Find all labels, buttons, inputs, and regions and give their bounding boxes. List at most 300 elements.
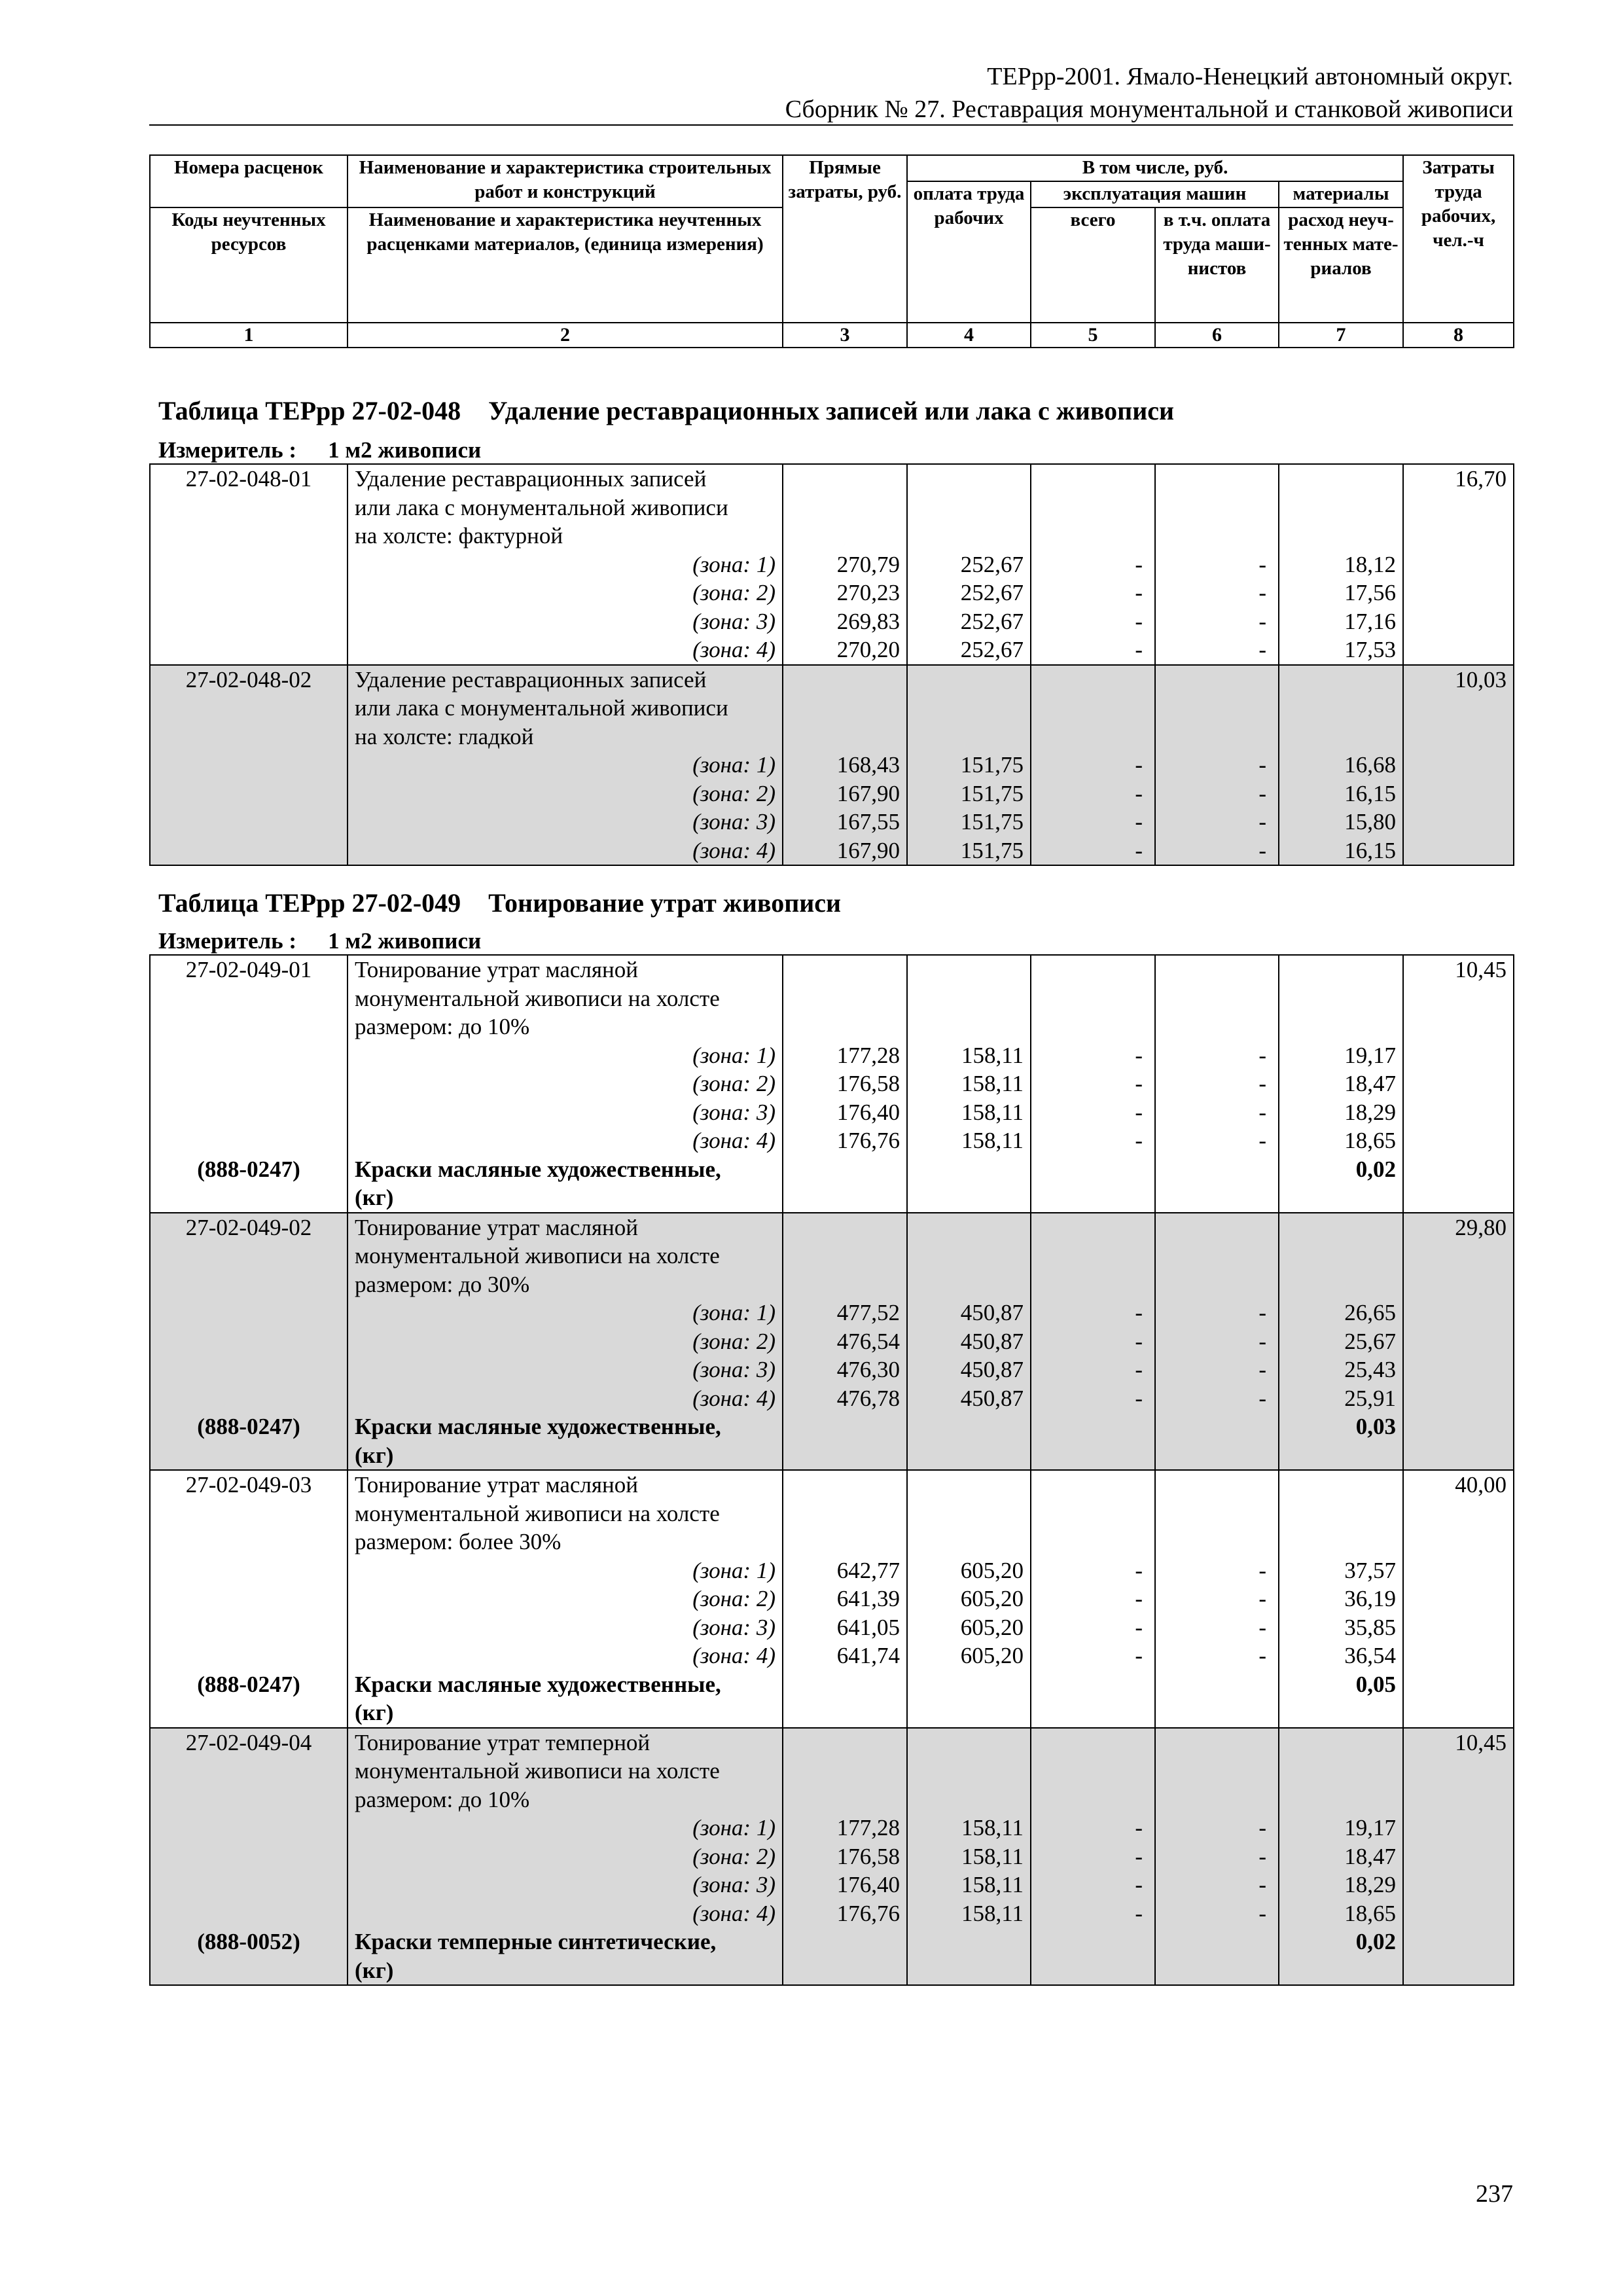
resource-amount: 0,02: [1355, 1156, 1396, 1182]
header-line-1: ТЕРрр-2001. Ямало-Ненецкий автономный округ.: [987, 63, 1513, 90]
materials-value: 16,15: [1344, 780, 1396, 806]
empty-line: [1031, 1270, 1154, 1299]
machines-value: -: [1135, 1099, 1143, 1125]
empty-line: [783, 1499, 906, 1528]
rate-name-line: монументальной живописи на холсте: [355, 1500, 720, 1526]
rate-name-line: монументальной живописи на холсте: [355, 985, 720, 1011]
machines-value: -: [1135, 1328, 1143, 1354]
labor-value: [1404, 723, 1513, 751]
zone-label: (зона: 2): [692, 1328, 776, 1354]
col-machines: эксплуатация машин: [1031, 181, 1279, 207]
rate-row: [150, 1728, 1514, 1986]
direct-costs-value: 176,40: [836, 1872, 900, 1897]
labor-value: [1404, 1013, 1513, 1041]
empty-line: [151, 1327, 347, 1356]
empty-line: [1156, 1928, 1278, 1956]
col-material-consumption: расход неуч-тенных мате-риалов: [1279, 207, 1403, 323]
zone-label: (зона: 2): [692, 1586, 776, 1611]
machinist-wages-value: -: [1258, 1643, 1266, 1668]
col-number: 7: [1279, 323, 1403, 348]
empty-line: [1404, 1299, 1513, 1327]
empty-line: [908, 1441, 1030, 1470]
empty-line: [1156, 1471, 1278, 1499]
direct-costs-value: 167,90: [836, 780, 900, 806]
labor-value: [1404, 1528, 1513, 1556]
zone-label: (зона: 1): [692, 1042, 776, 1068]
materials-value: 26,65: [1344, 1300, 1396, 1325]
empty-line: [908, 1670, 1030, 1699]
rate-name-line: монументальной живописи на холсте: [355, 1758, 720, 1784]
empty-line: [1031, 694, 1154, 723]
empty-line: [1031, 1670, 1154, 1699]
machines-cell: [1031, 1470, 1155, 1728]
empty-line: [151, 1041, 347, 1070]
machines-cell: [1031, 955, 1155, 1213]
empty-line: [783, 522, 906, 550]
empty-line: [1404, 1441, 1513, 1470]
machinist-wages-value: -: [1258, 1586, 1266, 1611]
empty-line: [1404, 1871, 1513, 1899]
empty-line: [1404, 1670, 1513, 1699]
wages-value: 151,75: [960, 752, 1024, 778]
wages-value: 151,75: [960, 780, 1024, 806]
empty-line: [908, 1213, 1030, 1242]
empty-line: [151, 1355, 347, 1384]
machines-value: -: [1135, 1042, 1143, 1068]
rate-name-line: Тонирование утрат масляной: [355, 1472, 638, 1498]
rate-name-line: размером: до 10%: [355, 1014, 530, 1039]
empty-line: [1279, 522, 1402, 550]
empty-line: [783, 1528, 906, 1556]
materials-cell: [1279, 464, 1403, 665]
machinist-wages-value: -: [1258, 1128, 1266, 1153]
empty-line: [151, 1299, 347, 1327]
machinist-wages-value: -: [1258, 837, 1266, 863]
labor-value: [1404, 1270, 1513, 1299]
materials-cell: [1279, 1728, 1403, 1986]
resource-code: (888-0247): [197, 1671, 300, 1697]
machines-cell: [1031, 1213, 1155, 1471]
labor-value: 10,45: [1455, 1729, 1507, 1755]
direct-costs-value: 270,79: [836, 551, 900, 577]
empty-line: [783, 1698, 906, 1727]
col-number: 6: [1155, 323, 1279, 348]
rate-code-cell: [150, 665, 348, 866]
column-header-table: [149, 154, 1514, 348]
wages-value: 605,20: [960, 1614, 1024, 1640]
col-number: 3: [783, 323, 907, 348]
empty-line: [1156, 694, 1278, 723]
empty-line: [1156, 1270, 1278, 1299]
zone-label: (зона: 2): [692, 580, 776, 605]
materials-value: 25,43: [1344, 1357, 1396, 1382]
direct-costs-value: 476,78: [836, 1385, 900, 1411]
empty-line: [908, 1471, 1030, 1499]
machines-value: -: [1135, 809, 1143, 834]
empty-line: [151, 1585, 347, 1613]
empty-line: [908, 1956, 1030, 1985]
empty-line: [1031, 1928, 1154, 1956]
wages-value: 252,67: [960, 608, 1024, 634]
machinist-wages-cell: [1155, 955, 1279, 1213]
rate-code: 27-02-049-02: [185, 1214, 312, 1240]
wages-cell: [907, 1470, 1031, 1728]
zone-label: (зона: 3): [692, 1872, 776, 1897]
wages-value: 605,20: [960, 1557, 1024, 1583]
machines-value: -: [1135, 1385, 1143, 1411]
empty-line: [1279, 1729, 1402, 1757]
empty-line: [151, 607, 347, 636]
empty-line: [908, 1757, 1030, 1785]
zone-label: (зона: 3): [692, 1099, 776, 1125]
empty-line: [151, 636, 347, 664]
resource-code: [151, 1441, 347, 1470]
rate-name-line: размером: до 10%: [355, 1786, 530, 1812]
empty-line: [1404, 1183, 1513, 1212]
materials-value: 18,29: [1344, 1099, 1396, 1125]
rate-name-line: Тонирование утрат масляной: [355, 1214, 638, 1240]
wages-value: 158,11: [961, 1071, 1024, 1096]
table-title: [158, 395, 1174, 426]
empty-line: [1279, 1499, 1402, 1528]
resource-amount: [1279, 1698, 1402, 1727]
col-number: 4: [907, 323, 1031, 348]
machinist-wages-value: -: [1258, 1357, 1266, 1382]
empty-line: [1404, 1698, 1513, 1727]
empty-line: [908, 493, 1030, 522]
materials-cell: [1279, 665, 1403, 866]
labor-cell: [1403, 665, 1514, 866]
resource-name-line: (кг): [355, 1700, 394, 1725]
machinist-wages-value: -: [1258, 1300, 1266, 1325]
rate-code: [151, 1499, 347, 1528]
meter-value: 1 м2 живописи: [328, 437, 482, 463]
direct-costs-value: 176,58: [836, 1071, 900, 1096]
empty-line: [1404, 1928, 1513, 1956]
empty-line: [1279, 465, 1402, 493]
machinist-wages-value: -: [1258, 551, 1266, 577]
materials-value: 16,15: [1344, 837, 1396, 863]
empty-line: [1404, 1384, 1513, 1413]
empty-line: [783, 1213, 906, 1242]
direct-costs-cell: [783, 665, 907, 866]
empty-line: [908, 1242, 1030, 1270]
resource-code: (888-0247): [197, 1414, 300, 1439]
machines-cell: [1031, 464, 1155, 665]
machinist-wages-cell: [1155, 1213, 1279, 1471]
empty-line: [1031, 1956, 1154, 1985]
empty-line: [1404, 1069, 1513, 1098]
empty-line: [1404, 1613, 1513, 1642]
machines-value: -: [1135, 1586, 1143, 1611]
resource-name-line: (кг): [355, 1442, 394, 1468]
empty-line: [1404, 1041, 1513, 1070]
machinist-wages-value: -: [1258, 1557, 1266, 1583]
empty-line: [1156, 956, 1278, 984]
empty-line: [1031, 522, 1154, 550]
rate-code: 27-02-049-03: [185, 1472, 312, 1498]
rate-name-cell: [348, 1728, 783, 1986]
wages-value: 252,67: [960, 637, 1024, 662]
materials-value: 15,80: [1344, 809, 1396, 834]
empty-line: [1404, 1956, 1513, 1985]
meter-label: Измеритель :: [158, 437, 297, 463]
resource-code: [151, 1956, 347, 1985]
labor-value: [1404, 1757, 1513, 1785]
col-including: В том числе, руб.: [907, 155, 1403, 181]
zone-label: (зона: 2): [692, 1843, 776, 1869]
empty-line: [783, 1270, 906, 1299]
empty-line: [1156, 1757, 1278, 1785]
direct-costs-value: 477,52: [836, 1300, 900, 1325]
empty-line: [1031, 465, 1154, 493]
materials-value: 17,56: [1344, 580, 1396, 605]
empty-line: [151, 579, 347, 607]
direct-costs-value: 167,90: [836, 837, 900, 863]
empty-line: [1279, 723, 1402, 751]
machines-value: -: [1135, 837, 1143, 863]
empty-line: [1031, 1013, 1154, 1041]
empty-line: [1279, 1471, 1402, 1499]
empty-line: [151, 1098, 347, 1127]
rate-name-cell: [348, 464, 783, 665]
materials-value: 18,47: [1344, 1843, 1396, 1869]
rate-row: [150, 1213, 1514, 1471]
labor-value: 16,70: [1455, 466, 1507, 492]
machinist-wages-cell: [1155, 1728, 1279, 1986]
machinist-wages-value: -: [1258, 1815, 1266, 1840]
empty-line: [783, 1729, 906, 1757]
rate-code: [151, 522, 347, 550]
empty-line: [1031, 1471, 1154, 1499]
machinist-wages-cell: [1155, 665, 1279, 866]
wages-value: 158,11: [961, 1042, 1024, 1068]
machinist-wages-value: -: [1258, 1843, 1266, 1869]
rate-row: [150, 464, 1514, 665]
labor-cell: [1403, 1470, 1514, 1728]
rate-code: [151, 1242, 347, 1270]
direct-costs-value: 177,28: [836, 1042, 900, 1068]
empty-line: [1031, 1183, 1154, 1212]
machinist-wages-value: -: [1258, 637, 1266, 662]
labor-value: [1404, 1499, 1513, 1528]
empty-line: [1279, 694, 1402, 723]
wages-value: 450,87: [960, 1328, 1024, 1354]
empty-line: [151, 836, 347, 865]
empty-line: [1156, 1670, 1278, 1699]
empty-line: [908, 666, 1030, 694]
wages-value: 158,11: [961, 1900, 1024, 1926]
meter: [158, 928, 481, 954]
rate-name-line: на холсте: фактурной: [355, 523, 563, 548]
labor-cell: [1403, 1728, 1514, 1986]
resource-name-line: (кг): [355, 1185, 394, 1210]
table-title-code: Таблица ТЕРрр 27-02-049: [158, 888, 461, 918]
col-direct-costs: Прямые затраты, руб.: [783, 155, 907, 323]
empty-line: [151, 1641, 347, 1670]
empty-line: [1156, 1013, 1278, 1041]
machines-cell: [1031, 1728, 1155, 1986]
wages-value: 158,11: [961, 1099, 1024, 1125]
zone-label: (зона: 1): [692, 551, 776, 577]
empty-line: [908, 1270, 1030, 1299]
empty-line: [908, 1928, 1030, 1956]
materials-value: 18,65: [1344, 1128, 1396, 1153]
empty-line: [1404, 607, 1513, 636]
machines-value: -: [1135, 780, 1143, 806]
machines-value: -: [1135, 1643, 1143, 1668]
empty-line: [1404, 1899, 1513, 1928]
direct-costs-value: 269,83: [836, 608, 900, 634]
empty-line: [1031, 1528, 1154, 1556]
machines-value: -: [1135, 1843, 1143, 1869]
empty-line: [1404, 808, 1513, 836]
rate-name-cell: [348, 955, 783, 1213]
zone-label: (зона: 4): [692, 637, 776, 662]
empty-line: [1156, 1528, 1278, 1556]
rate-code: 27-02-049-04: [185, 1729, 312, 1755]
rate-name-line: Тонирование утрат масляной: [355, 957, 638, 982]
empty-line: [908, 984, 1030, 1013]
empty-line: [1031, 1242, 1154, 1270]
empty-line: [1156, 1213, 1278, 1242]
resource-amount: [1279, 1441, 1402, 1470]
rate-code: [151, 1528, 347, 1556]
empty-line: [1031, 1412, 1154, 1441]
zone-label: (зона: 1): [692, 1815, 776, 1840]
rate-code: [151, 1785, 347, 1814]
direct-costs-cell: [783, 464, 907, 665]
empty-line: [783, 956, 906, 984]
empty-line: [1279, 1785, 1402, 1814]
zone-label: (зона: 3): [692, 809, 776, 834]
col-number: 2: [348, 323, 783, 348]
machinist-wages-value: -: [1258, 1071, 1266, 1096]
table-title-text: Удаление реставрационных записей или лака с живописи: [488, 396, 1175, 425]
empty-line: [783, 1013, 906, 1041]
empty-line: [151, 808, 347, 836]
machinist-wages-value: -: [1258, 1900, 1266, 1926]
zone-label: (зона: 3): [692, 1614, 776, 1640]
wages-value: 158,11: [961, 1872, 1024, 1897]
empty-line: [1404, 550, 1513, 579]
meter: [158, 437, 481, 463]
empty-line: [1156, 1441, 1278, 1470]
direct-costs-value: 176,58: [836, 1843, 900, 1869]
empty-line: [1031, 1213, 1154, 1242]
empty-line: [783, 493, 906, 522]
table-title: [158, 888, 841, 918]
wages-value: 151,75: [960, 837, 1024, 863]
machines-value: -: [1135, 1872, 1143, 1897]
empty-line: [1404, 1098, 1513, 1127]
empty-line: [1031, 493, 1154, 522]
zone-label: (зона: 2): [692, 1071, 776, 1096]
empty-line: [1031, 666, 1154, 694]
wages-cell: [907, 665, 1031, 866]
materials-cell: [1279, 1213, 1403, 1471]
labor-cell: [1403, 464, 1514, 665]
rate-name-line: размером: более 30%: [355, 1529, 562, 1554]
labor-value: [1404, 493, 1513, 522]
rate-code: [151, 984, 347, 1013]
machines-value: -: [1135, 551, 1143, 577]
col-machines-total: всего: [1031, 207, 1155, 323]
rate-code-cell: [150, 1213, 348, 1471]
empty-line: [1404, 1556, 1513, 1585]
empty-line: [151, 1069, 347, 1098]
page-number: 237: [1476, 2180, 1513, 2208]
machines-value: -: [1135, 1614, 1143, 1640]
rate-name-line: на холсте: гладкой: [355, 723, 534, 749]
empty-line: [151, 550, 347, 579]
machinist-wages-value: -: [1258, 1614, 1266, 1640]
empty-line: [151, 1556, 347, 1585]
empty-line: [908, 956, 1030, 984]
resource-name-line: Краски масляные художественные,: [355, 1414, 721, 1439]
machinist-wages-value: -: [1258, 1328, 1266, 1354]
zone-label: (зона: 4): [692, 837, 776, 863]
empty-line: [1031, 1155, 1154, 1184]
machines-value: -: [1135, 1557, 1143, 1583]
col-rates-numbers: Номера расценок: [150, 155, 348, 207]
labor-value: [1404, 1242, 1513, 1270]
empty-line: [1156, 984, 1278, 1013]
materials-value: 18,47: [1344, 1071, 1396, 1096]
empty-line: [908, 694, 1030, 723]
empty-line: [1404, 1327, 1513, 1356]
empty-line: [1156, 666, 1278, 694]
rate-code-cell: [150, 1470, 348, 1728]
resource-name-line: Краски масляные художественные,: [355, 1671, 721, 1697]
empty-line: [783, 1785, 906, 1814]
empty-line: [1156, 1729, 1278, 1757]
rate-code: 27-02-048-02: [185, 666, 312, 692]
wages-value: 158,11: [961, 1128, 1024, 1153]
empty-line: [1156, 1183, 1278, 1212]
rate-name-line: или лака с монументальной живописи: [355, 494, 728, 520]
rate-code: [151, 493, 347, 522]
rate-code: 27-02-049-01: [185, 957, 312, 982]
empty-line: [783, 1471, 906, 1499]
empty-line: [908, 1785, 1030, 1814]
direct-costs-value: 270,23: [836, 580, 900, 605]
empty-line: [1156, 1412, 1278, 1441]
zone-label: (зона: 3): [692, 1357, 776, 1382]
resource-code: [151, 1183, 347, 1212]
direct-costs-value: 476,54: [836, 1328, 900, 1354]
empty-line: [783, 1757, 906, 1785]
rate-name-line: Удаление реставрационных записей: [355, 466, 707, 492]
header-rule: [149, 124, 1513, 126]
wages-value: 450,87: [960, 1300, 1024, 1325]
empty-line: [1279, 1757, 1402, 1785]
rate-name-line: Удаление реставрационных записей: [355, 666, 707, 692]
materials-value: 36,54: [1344, 1643, 1396, 1668]
labor-value: [1404, 1785, 1513, 1814]
empty-line: [783, 1183, 906, 1212]
empty-line: [1404, 1585, 1513, 1613]
empty-line: [1031, 1729, 1154, 1757]
empty-line: [1279, 956, 1402, 984]
zone-label: (зона: 1): [692, 1300, 776, 1325]
empty-line: [908, 522, 1030, 550]
machinist-wages-value: -: [1258, 1872, 1266, 1897]
wages-value: 252,67: [960, 580, 1024, 605]
materials-value: 19,17: [1344, 1815, 1396, 1840]
empty-line: [908, 465, 1030, 493]
zone-label: (зона: 4): [692, 1900, 776, 1926]
